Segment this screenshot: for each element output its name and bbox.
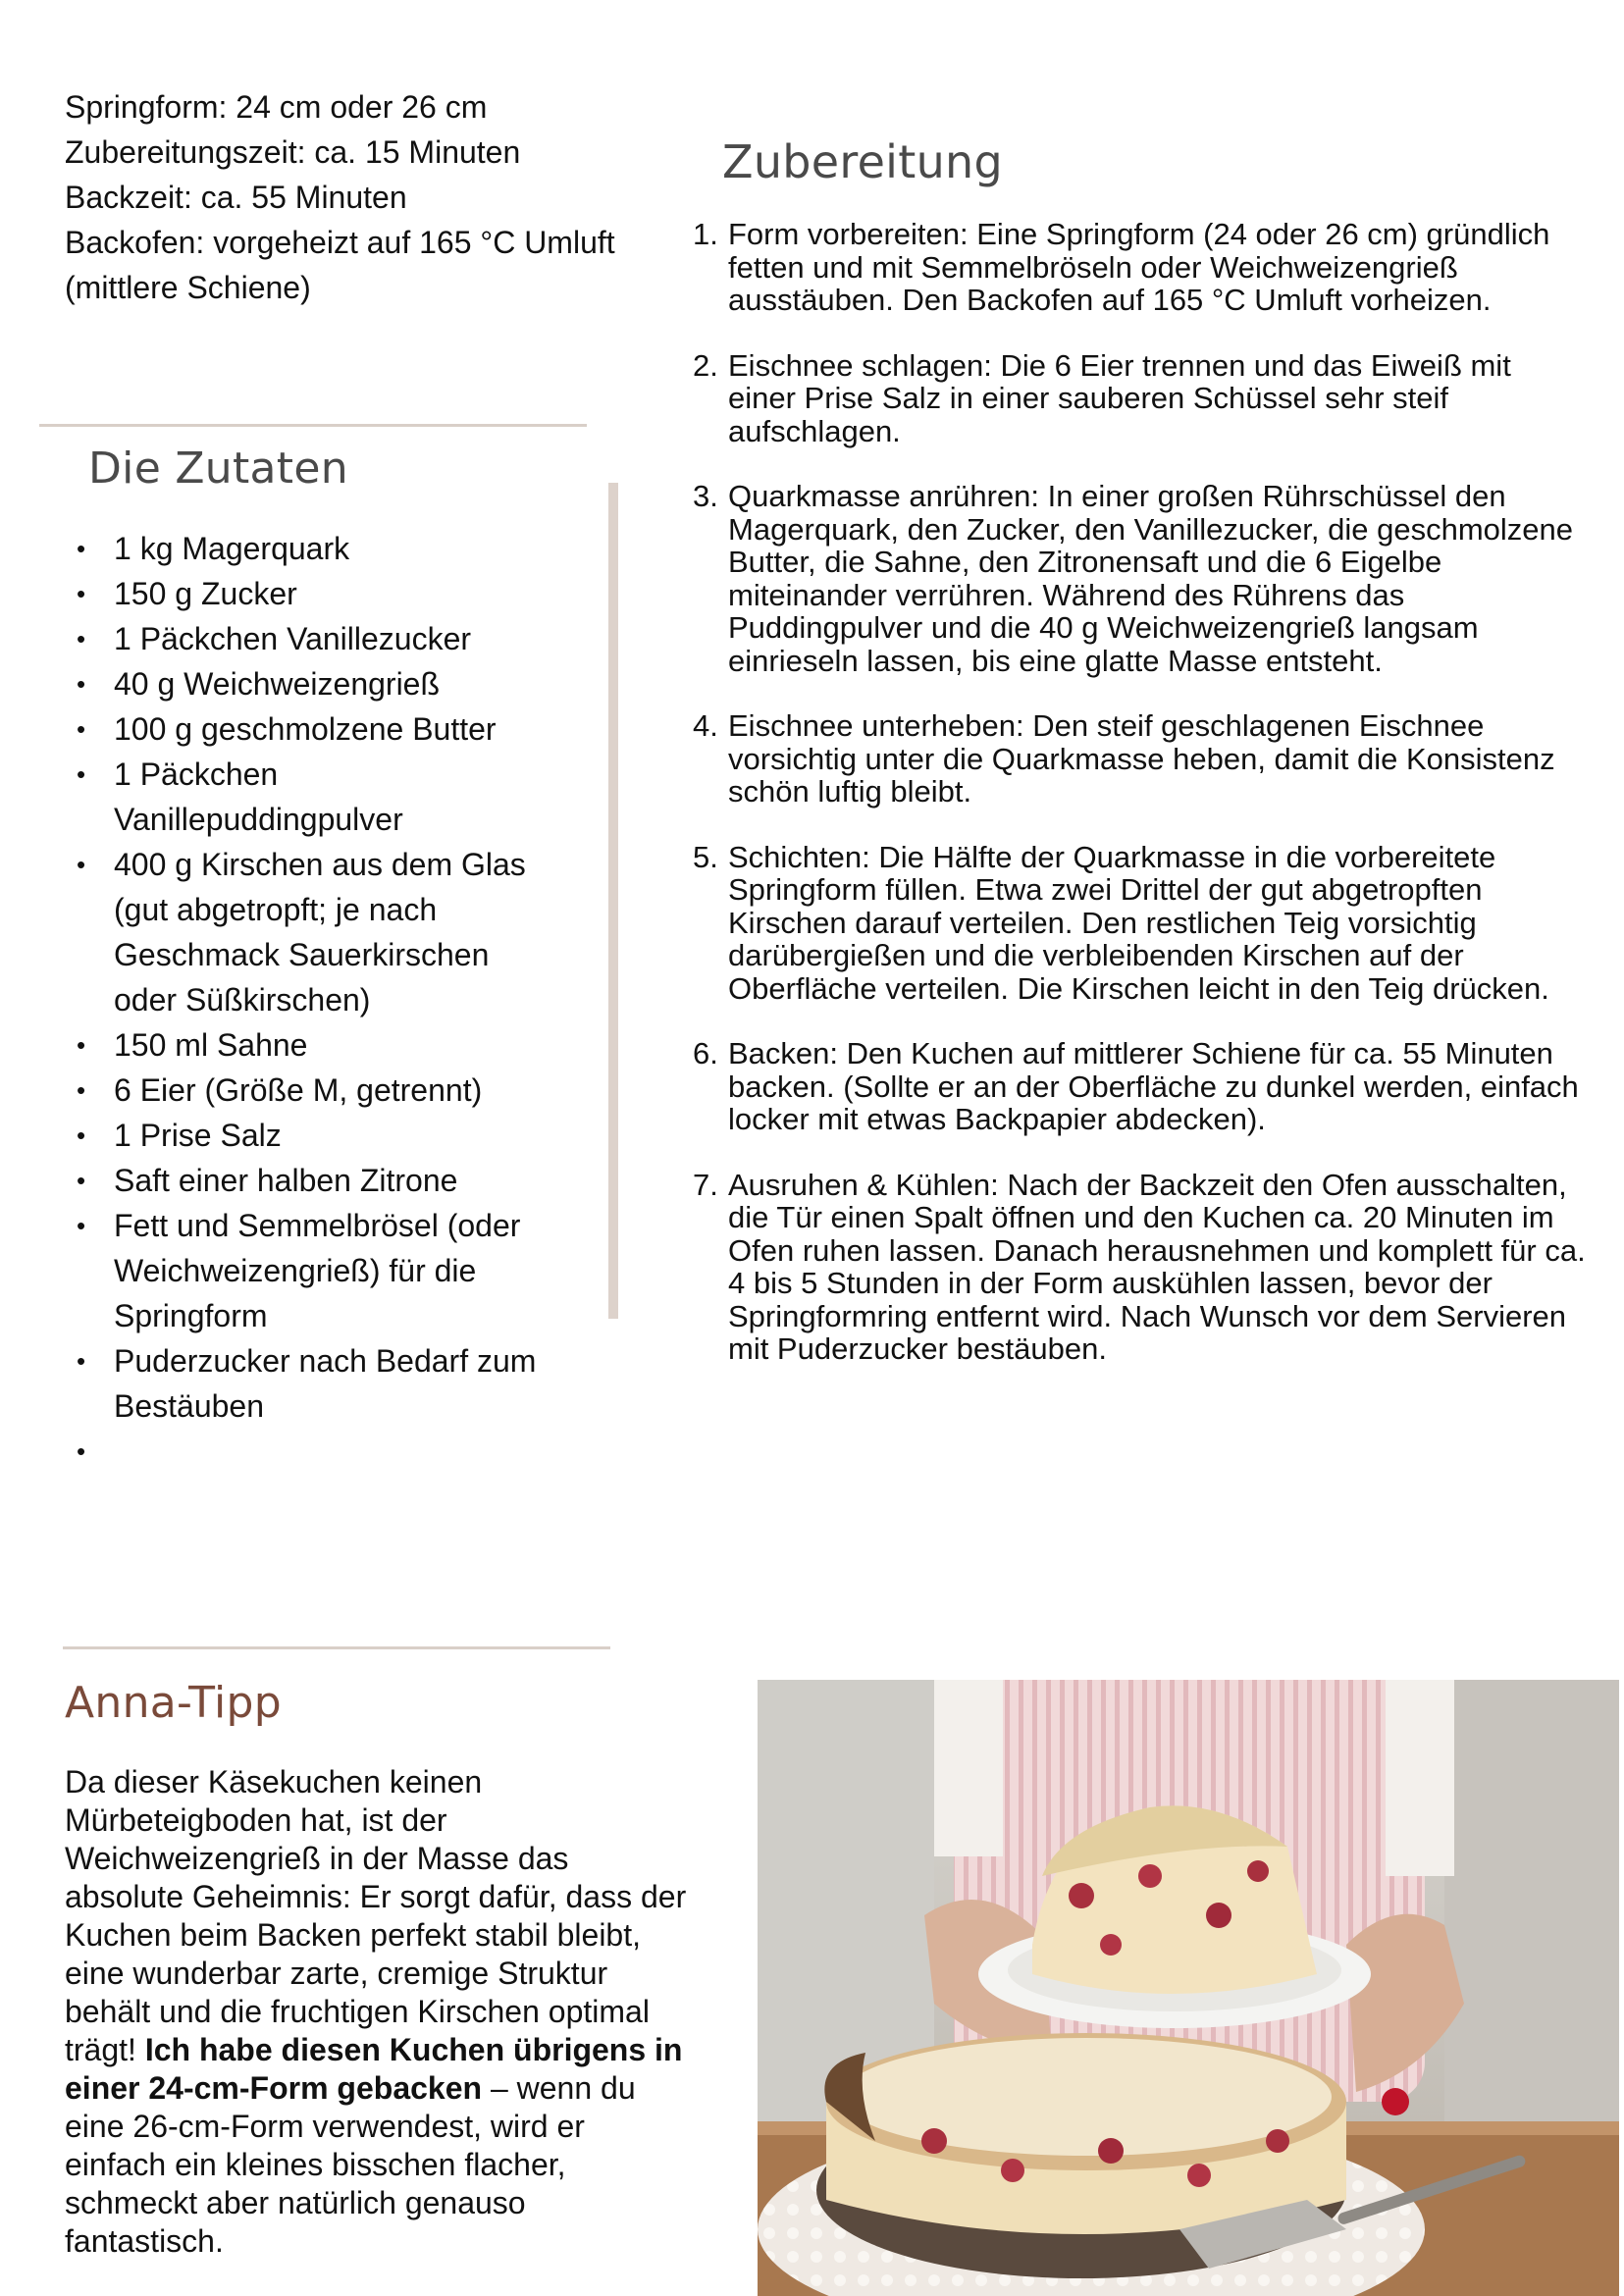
step-number: 4. xyxy=(693,708,718,743)
step-text: Eischnee schlagen: Die 6 Eier trennen und das Eiweiß mit einer Prise Salz in einer sauberen Schüssel sehr steif aufschlagen. xyxy=(728,347,1511,448)
divider xyxy=(39,424,587,427)
step-text: Ausruhen & Kühlen: Nach der Backzeit den Ofen ausschalten, die Tür einen Spalt öffnen und den Kuchen ca. 20 Minuten im Ofen ruhen lassen. Danach herausnehmen und komplett für ca. 4 bis 5 Stunden in der Form auskühlen lassen, bevor der Springformring entfernt wird. Nach Wunsch vor dem Servieren mit Puderzucker bestäuben. xyxy=(728,1167,1586,1366)
ingredient-item: • 1 Päckchen Vanillezucker xyxy=(75,616,624,661)
step-item xyxy=(693,709,1586,809)
ingredient-item xyxy=(75,752,624,842)
ingredient-item xyxy=(75,1338,624,1429)
step-number: 6. xyxy=(693,1036,718,1070)
ingredient-line: Bestäuben xyxy=(114,1388,265,1424)
ingredient-line: Vanillepuddingpulver xyxy=(114,802,403,837)
tip-title: Anna-Tipp xyxy=(65,1678,282,1728)
step-text: Form vorbereiten: Eine Springform (24 oder 26 cm) gründlich fetten und mit Semmelbröseln oder Weichweizengrieß ausstäuben. Den Backofen auf 165 °C Umluft vorheizen. xyxy=(728,217,1550,317)
meta-line: Springform: 24 cm oder 26 cm xyxy=(65,89,488,125)
ingredient-line: Weichweizengrieß) für die xyxy=(114,1253,477,1288)
recipe-meta xyxy=(65,84,654,310)
ingredient-item: • Saft einer halben Zitrone xyxy=(75,1158,624,1203)
divider xyxy=(63,1646,610,1649)
step-number: 5. xyxy=(693,839,718,874)
meta-line: Backzeit: ca. 55 Minuten xyxy=(65,180,407,215)
ingredient-item: • 1 Prise Salz xyxy=(75,1113,624,1158)
ingredient-line: oder Süßkirschen) xyxy=(114,982,371,1018)
tip-text-bold: Ich habe diesen Kuchen übrigens in einer 24-cm-Form gebacken xyxy=(65,2032,683,2106)
ingredient-line: Puderzucker nach Bedarf zum xyxy=(114,1343,537,1379)
step-number: 1. xyxy=(693,217,718,251)
ingredient-item xyxy=(75,1203,624,1338)
step-number: 2. xyxy=(693,347,718,383)
ingredient-item: • 150 ml Sahne xyxy=(75,1022,624,1068)
ingredients-title: Die Zutaten xyxy=(88,444,348,494)
ingredient-line: Springform xyxy=(114,1298,268,1333)
preparation-steps xyxy=(693,218,1586,1398)
step-number: 3. xyxy=(693,479,718,513)
ingredient-line: 1 Päckchen xyxy=(114,757,279,792)
step-text: Quarkmasse anrühren: In einer großen Rührschüssel den Magerquark, den Zucker, den Vanillezucker, die geschmolzene Butter, die Sahne, den Zitronensaft und die 6 Eigelbe miteinander verrühren. Während des Rührens das Puddingpulver und die 40 g Weichweizengrieß langsam einrieseln lassen, bis eine glatte Masse entsteht. xyxy=(728,479,1574,678)
meta-line: (mittlere Schiene) xyxy=(65,270,311,305)
step-text: Schichten: Die Hälfte der Quarkmasse in die vorbereitete Springform füllen. Etwa zwei Drittel der gut abgetropften Kirschen darauf verteilen. Den restlichen Teig vorsichtig darübergießen und die verbleibenden Kirschen auf der Oberfläche verteilen. Die Kirschen leicht in den Teig drücken. xyxy=(728,839,1549,1006)
ingredients-list xyxy=(75,526,624,1429)
meta-line: Zubereitungszeit: ca. 15 Minuten xyxy=(65,134,521,170)
step-item xyxy=(693,349,1586,448)
step-item xyxy=(693,480,1586,677)
ingredient-item: • 1 kg Magerquark xyxy=(75,526,624,571)
step-number: 7. xyxy=(693,1167,718,1202)
cheesecake-photo xyxy=(758,1680,1619,2296)
step-item xyxy=(693,218,1586,317)
ingredient-item: • 100 g geschmolzene Butter xyxy=(75,706,624,752)
ingredient-item: • 150 g Zucker xyxy=(75,571,624,616)
ingredient-item xyxy=(75,842,624,1022)
step-item xyxy=(693,841,1586,1006)
cheesecake-illustration xyxy=(758,1680,1619,2296)
tip-text-regular: – wenn du eine 26-cm-Form verwendest, wird er einfach ein kleines bisschen flacher, schmeckt aber natürlich genauso fantastisch. xyxy=(65,2070,636,2259)
ingredient-line: Fett und Semmelbrösel (oder xyxy=(114,1208,521,1243)
ingredient-line: (gut abgetropft; je nach xyxy=(114,892,438,927)
step-item xyxy=(693,1169,1586,1366)
step-text: Backen: Den Kuchen auf mittlerer Schiene für ca. 55 Minuten backen. (Sollte er an der Oberfläche zu dunkel werden, einfach locker mit etwas Backpapier abdecken). xyxy=(728,1036,1579,1136)
meta-line: Backofen: vorgeheizt auf 165 °C Umluft xyxy=(65,225,615,260)
ingredient-line: Geschmack Sauerkirschen xyxy=(114,937,490,972)
step-item xyxy=(693,1037,1586,1136)
preparation-title: Zubereitung xyxy=(722,135,1003,188)
tip-text xyxy=(65,1763,693,2261)
tip-text-regular: Da dieser Käsekuchen keinen Mürbeteigboden hat, ist der Weichweizengrieß in der Masse das absolute Geheimnis: Er sorgt dafür, dass der Kuchen beim Backen perfekt stabil bleibt, eine wunderbar zarte, cremige Struktur behält und die fruchtigen Kirschen optimal trägt! xyxy=(65,1764,687,2067)
ingredient-item: • 6 Eier (Größe M, getrennt) xyxy=(75,1068,624,1113)
step-text: Eischnee unterheben: Den steif geschlagenen Eischnee vorsichtig unter die Quarkmasse heben, damit die Konsistenz schön luftig bleibt. xyxy=(728,708,1555,809)
ingredient-line: 400 g Kirschen aus dem Glas xyxy=(114,847,526,882)
ingredient-item: • 40 g Weichweizengrieß xyxy=(75,661,624,706)
